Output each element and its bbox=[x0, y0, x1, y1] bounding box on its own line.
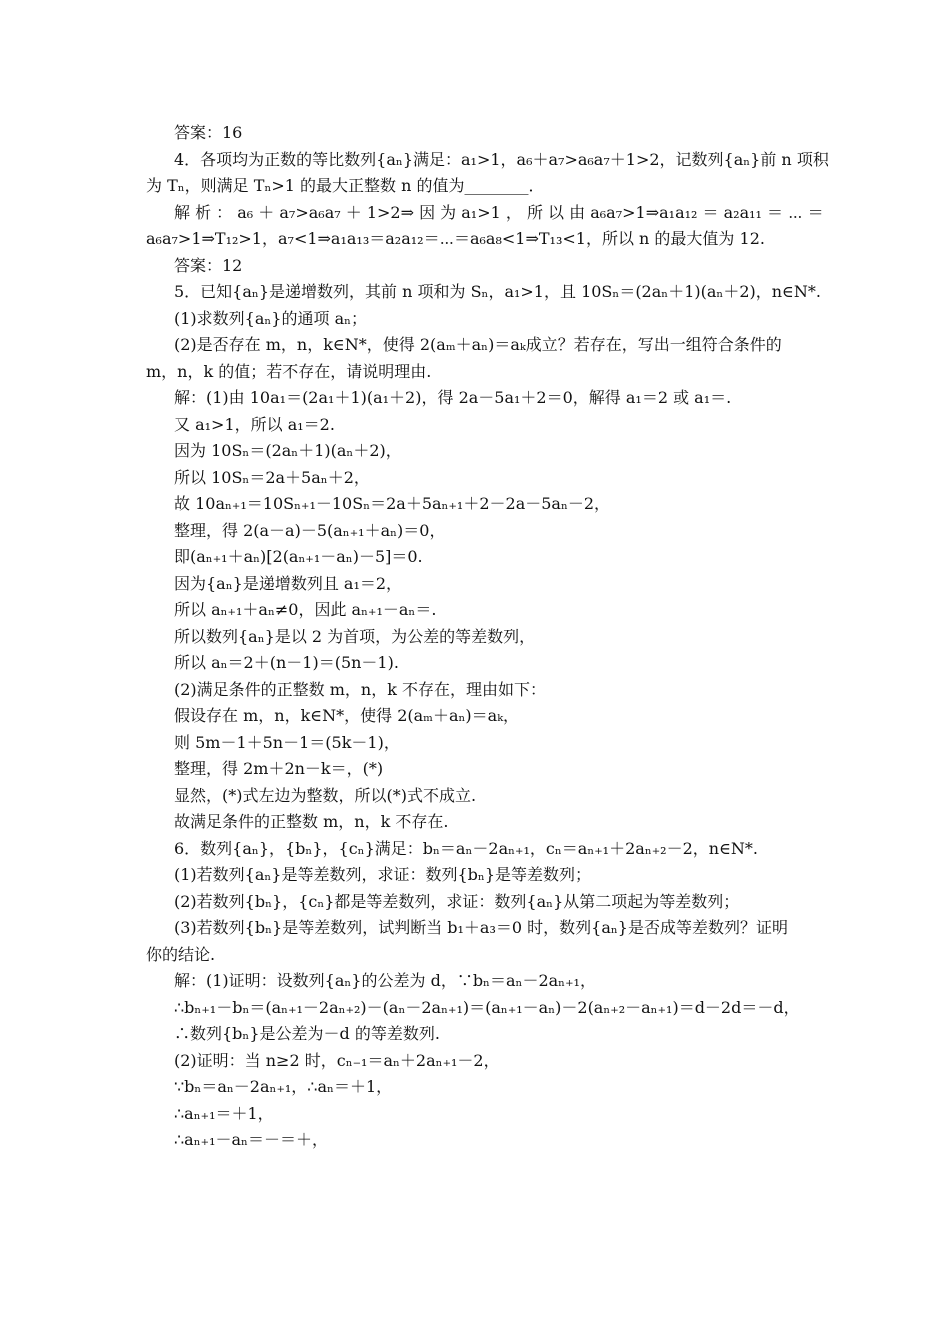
text-line: 又 a₁>1，所以 a₁＝2. bbox=[174, 414, 335, 434]
text-line: 解 析 ： a₆ ＋ a₇>a₆a₇ ＋ 1>2⇒ 因 为 a₁>1 ， 所 以 由 a₆a₇>1⇒a₁a₁₂ ＝ a₂a₁₁ ＝ ⋯ ＝ bbox=[174, 202, 824, 222]
text-line: 假设存在 m，n，k∈N*，使得 2(aₘ＋aₙ)＝aₖ， bbox=[174, 706, 520, 725]
text-line: 则 5m－1＋5n－1＝(5k－1)， bbox=[174, 732, 400, 752]
text-line: 解：(1)由 10a₁＝(2a₁＋1)(a₁＋2)，得 2a－5a₁＋2＝0，解得 a₁＝2 或 a₁＝. bbox=[174, 388, 732, 407]
text-line: 因为{aₙ}是递增数列且 a₁＝2， bbox=[174, 573, 403, 593]
text-line: a₆a₇>1⇒T₁₂>1，a₇<1⇒a₁a₁₃＝a₂a₁₂＝⋯＝a₆a₈<1⇒T₁₃<1，所以 n 的最大值为 12. bbox=[146, 229, 765, 248]
text-line: (2)满足条件的正整数 m，n，k 不存在，理由如下： bbox=[174, 679, 547, 699]
text-line: (2)是否存在 m，n，k∈N*，使得 2(aₘ＋aₙ)＝aₖ成立？若存在，写出一组符合条件的 bbox=[174, 335, 782, 354]
text-line: 整理，得 2m＋2n－k＝，(*) bbox=[174, 759, 384, 778]
text-line: 所以 aₙ₊₁＋aₙ≠0，因此 aₙ₊₁－aₙ＝. bbox=[174, 600, 437, 619]
text-line: 答案：16 bbox=[174, 123, 243, 142]
text-line: 解：(1)证明：设数列{aₙ}的公差为 d，∵bₙ＝aₙ－2aₙ₊₁， bbox=[174, 971, 596, 990]
text-line: 5．已知{aₙ}是递增数列，其前 n 项和为 Sₙ，a₁>1，且 10Sₙ＝(2aₙ＋1)(aₙ＋2)，n∈N*. bbox=[174, 282, 821, 301]
text-line: (1)若数列{aₙ}是等差数列，求证：数列{bₙ}是等差数列； bbox=[174, 865, 592, 884]
text-line: 显然，(*)式左边为整数，所以(*)式不成立. bbox=[174, 785, 477, 805]
text-line: 6．数列{aₙ}，{bₙ}，{cₙ}满足：bₙ＝aₙ－2aₙ₊₁，cₙ＝aₙ₊₁＋2aₙ₊₂－2，n∈N*. bbox=[174, 838, 759, 858]
text-line: 故 10aₙ₊₁＝10Sₙ₊₁－10Sₙ＝2a＋5aₙ₊₁＋2－2a－5aₙ－2， bbox=[174, 494, 611, 513]
text-line: 所以 10Sₙ＝2a＋5aₙ＋2， bbox=[174, 467, 370, 487]
text-line: 即(aₙ₊₁＋aₙ)[2(aₙ₊₁－aₙ)－5]＝0. bbox=[174, 547, 423, 566]
text-line: 因为 10Sₙ＝(2aₙ＋1)(aₙ＋2)， bbox=[174, 441, 402, 460]
text-line: 你的结论. bbox=[146, 944, 216, 964]
text-line: ∴aₙ₊₁－aₙ＝－＝＋， bbox=[174, 1130, 328, 1149]
text-line: 故满足条件的正整数 m，n，k 不存在. bbox=[174, 812, 449, 831]
text-line: ∴aₙ₊₁＝＋1， bbox=[174, 1103, 274, 1123]
text-line: (2)若数列{bₙ}，{cₙ}都是等差数列，求证：数列{aₙ}从第二项起为等差数列； bbox=[174, 891, 740, 911]
text-line: 答案：12 bbox=[174, 255, 243, 275]
text-line: 4．各项均为正数的等比数列{aₙ}满足：a₁>1，a₆＋a₇>a₆a₇＋1>2，记数列{aₙ}前 n 项积 bbox=[174, 149, 829, 169]
text-line: (3)若数列{bₙ}是等差数列，试判断当 b₁＋a₃＝0 时，数列{aₙ}是否成等差数列？证明 bbox=[174, 918, 788, 937]
text-line: m，n，k 的值；若不存在，请说明理由. bbox=[146, 361, 432, 381]
text-line: 所以数列{aₙ}是以 2 为首项，为公差的等差数列， bbox=[174, 626, 536, 646]
text-line: ∴数列{bₙ}是公差为－d 的等差数列. bbox=[174, 1024, 440, 1043]
text-line: 为 Tₙ，则满足 Tₙ>1 的最大正整数 n 的值为________． bbox=[146, 176, 545, 195]
text-line: 所以 aₙ＝2＋(n－1)＝(5n－1). bbox=[174, 653, 399, 672]
text-line: (1)求数列{aₙ}的通项 aₙ； bbox=[174, 308, 368, 328]
text-line: (2)证明：当 n≥2 时，cₙ₋₁＝aₙ＋2aₙ₊₁－2， bbox=[174, 1050, 500, 1070]
text-line: ∵bₙ＝aₙ－2aₙ₊₁，∴aₙ＝＋1， bbox=[174, 1077, 393, 1096]
text-line: 整理，得 2(a－a)－5(aₙ₊₁＋aₙ)＝0， bbox=[174, 520, 446, 540]
document-page bbox=[146, 120, 829, 1154]
text-line: ∴bₙ₊₁－bₙ＝(aₙ₊₁－2aₙ₊₂)－(aₙ－2aₙ₊₁)＝(aₙ₊₁－aₙ)－2(aₙ₊₂－aₙ₊₁)＝d－2d＝－d， bbox=[174, 997, 800, 1017]
